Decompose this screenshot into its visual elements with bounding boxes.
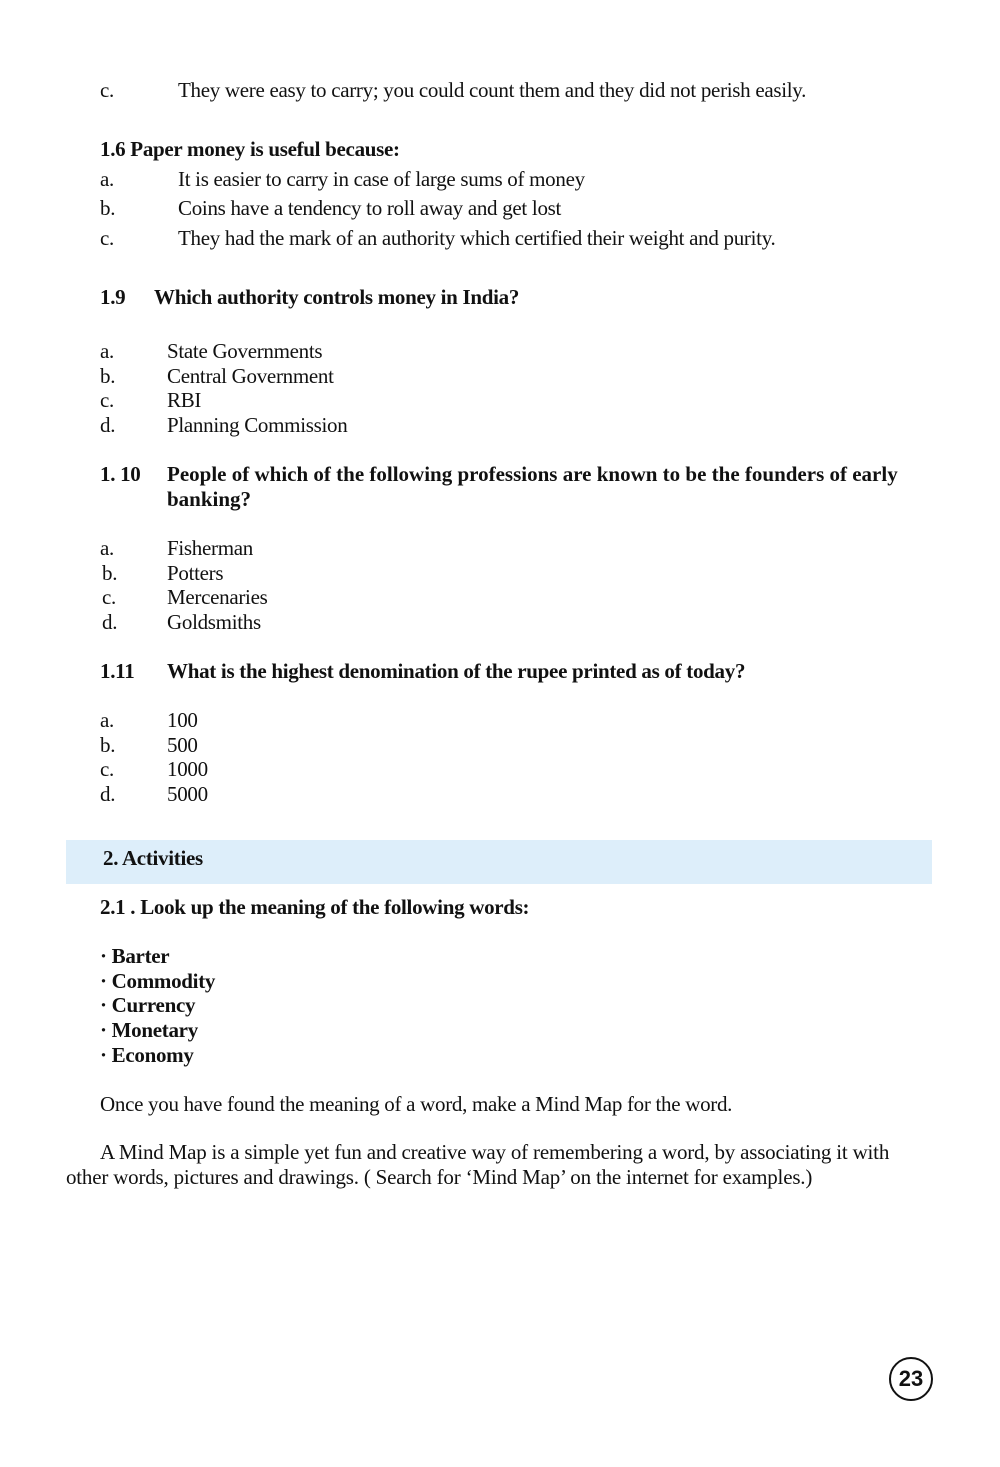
- option-text: Fisherman: [167, 536, 253, 560]
- option-text: RBI: [167, 388, 202, 412]
- option-marker: c.: [100, 757, 114, 781]
- option-text: They had the mark of an authority which certified their weight and purity.: [178, 226, 776, 250]
- option-marker: b.: [102, 561, 118, 585]
- option-marker: c.: [100, 388, 114, 412]
- page-number-badge: 23: [889, 1357, 933, 1401]
- option-marker: a.: [100, 167, 114, 191]
- option-text: Mercenaries: [167, 585, 268, 609]
- option-marker: c.: [100, 226, 114, 250]
- option-text: Coins have a tendency to roll away and get lost: [178, 196, 562, 220]
- option-text: State Governments: [167, 339, 323, 363]
- option-marker: a.: [100, 536, 114, 560]
- option-marker: b.: [100, 733, 116, 757]
- question-heading: 1.6 Paper money is useful because:: [100, 137, 400, 161]
- option-text: 1000: [167, 757, 208, 781]
- option-marker: d.: [100, 782, 116, 806]
- option-marker: d.: [100, 413, 116, 437]
- question-number: 1. 10: [100, 462, 141, 486]
- option-marker: b.: [100, 364, 116, 388]
- section-heading: 2. Activities: [103, 846, 203, 870]
- question-text: Which authority controls money in India?: [154, 285, 520, 309]
- word-list-item: · Economy: [100, 1043, 194, 1067]
- instruction-paragraph: Once you have found the meaning of a word, make a Mind Map for the word.: [100, 1092, 733, 1116]
- option-marker: c.: [102, 585, 116, 609]
- option-marker: c.: [100, 78, 114, 102]
- option-text: Planning Commission: [167, 413, 348, 437]
- option-text: 100: [167, 708, 198, 732]
- question-text: People of which of the following professions are known to be the founders of early banking?: [167, 462, 898, 511]
- option-marker: d.: [102, 610, 118, 634]
- question-number: 1.9: [100, 285, 126, 309]
- word-list-item: · Barter: [100, 944, 170, 968]
- word-list-item: · Monetary: [100, 1018, 198, 1042]
- mind-map-paragraph: A Mind Map is a simple yet fun and creative way of remembering a word, by associating it with other words, pictures and drawings. ( Search for ‘Mind Map’ on the internet for examples.): [66, 1140, 890, 1189]
- question-text: What is the highest denomination of the rupee printed as of today?: [167, 659, 746, 683]
- option-marker: b.: [100, 196, 116, 220]
- option-text: 500: [167, 733, 198, 757]
- option-text: Potters: [167, 561, 224, 585]
- option-marker: a.: [100, 339, 114, 363]
- activity-sub-heading: 2.1 . Look up the meaning of the following words:: [100, 895, 530, 919]
- option-text: It is easier to carry in case of large sums of money: [178, 167, 585, 191]
- word-list-item: · Commodity: [100, 969, 216, 993]
- option-text: Goldsmiths: [167, 610, 261, 634]
- question-number: 1.11: [100, 659, 135, 683]
- option-marker: a.: [100, 708, 114, 732]
- option-text: 5000: [167, 782, 208, 806]
- option-text: Central Government: [167, 364, 334, 388]
- option-text: They were easy to carry; you could count them and they did not perish easily.: [178, 78, 807, 102]
- word-list-item: · Currency: [100, 993, 196, 1017]
